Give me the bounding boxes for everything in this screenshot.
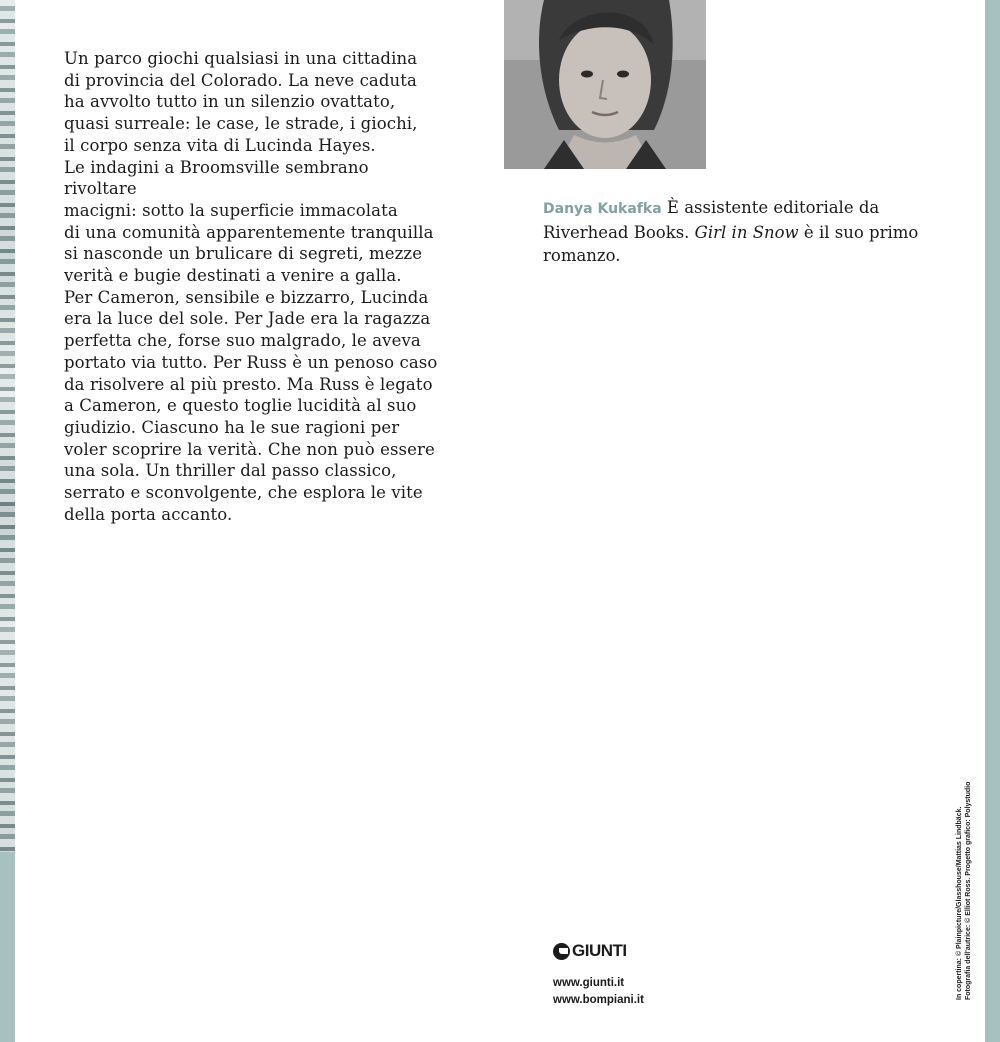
website-link[interactable]: www.giunti.it	[553, 977, 625, 989]
author-bio	[543, 196, 953, 267]
author-name: Danya Kukafka	[543, 201, 662, 217]
publisher-name: GIUNTI	[572, 941, 627, 960]
bio-text: È assistente editoriale da Riverhead Books.	[543, 198, 880, 242]
book-blurb: Un parco giochi qualsiasi in una cittadina di provincia del Colorado. La neve caduta ha avvolto tutto in un silenzio ovattato, quasi surreale: le case, le strade, i giochi, il corpo senza vita di Lucinda Hayes. Le indagini a Broomsville sembrano rivoltare macigni: sotto la superficie immacolata di una comunità apparentemente tranquilla si nasconde un brulicare di segreti, mezze verità e bugie destinati a venire a galla. Per Cameron, sensibile e bizzarro, Lucinda era la luce del sole. Per Jade era la ragazza perfetta che, forse suo malgrado, le aveva portato via tutto. Per Russ è un penoso caso da risolvere al più presto. Ma Russ è legato a Cameron, e questo toglie lucidità al suo giudizio. Ciascuno ha le sue ragioni per voler scoprire la verità. Che non può essere una sola. Un thriller dal passo classico, serrato e sconvolgente, che esplora le vite della porta accanto.	[64, 49, 438, 524]
right-border-strip	[985, 0, 1000, 1042]
publisher-websites	[553, 975, 644, 1009]
book-title: Girl in Snow	[694, 223, 799, 242]
credits-line: Fotografia dell'autrice: © Elliot Ross. Progetto grafico: Polystudio	[965, 781, 972, 1000]
image-credits	[955, 775, 973, 1000]
bio-text-end: è il suo primo romanzo.	[543, 223, 919, 265]
author-photo	[504, 0, 706, 169]
cover-photo-edge	[0, 0, 15, 852]
credits-line: In copertina: © Plainpicture/Glasshouse/Mattias Lindbäck.	[956, 806, 963, 1000]
giunti-g-icon	[553, 943, 570, 960]
website-link[interactable]: www.bompiani.it	[553, 994, 644, 1006]
publisher-logo	[553, 941, 627, 961]
